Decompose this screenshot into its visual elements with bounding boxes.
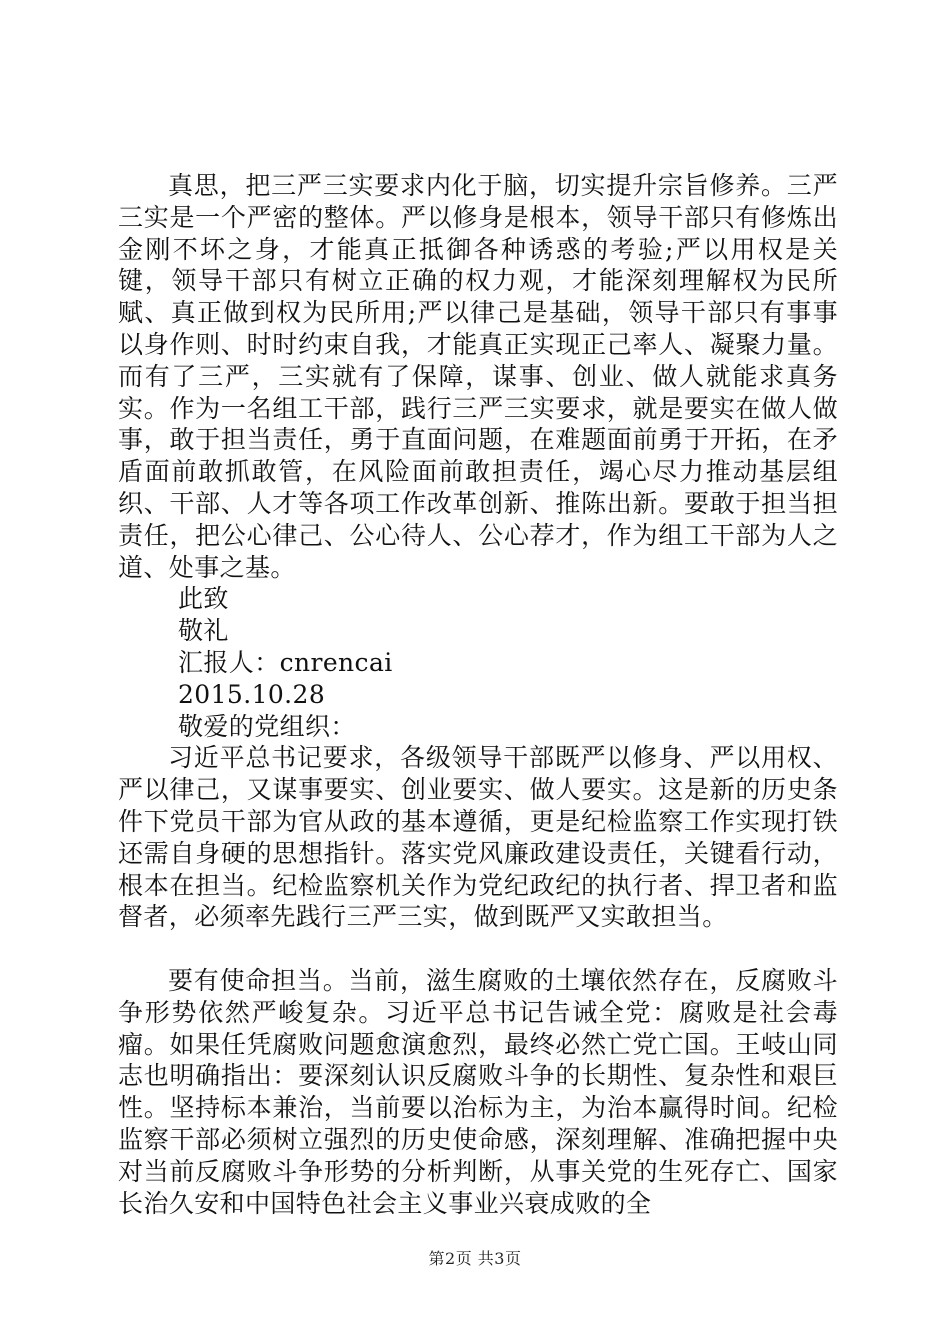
salute-line: 敬礼: [178, 616, 229, 646]
document-body: [118, 170, 838, 1219]
date-line: 2015.10.28: [178, 679, 326, 709]
paragraph-gap: [118, 933, 838, 965]
page-number-footer: 第2页 共3页: [428, 1249, 522, 1268]
reporter-line: 汇报人：cnrencai: [178, 647, 393, 677]
closing-line: 此致: [178, 584, 229, 614]
greeting-line: 敬爱的党组织：: [178, 711, 356, 741]
paragraph-3: 要有使命担当。当前，滋生腐败的土壤依然存在，反腐败斗争形势依然严峻复杂。习近平总书记告诫全党：腐败是社会毒瘤。如果任凭腐败问题愈演愈烈，最终必然亡党亡国。王岐山同志也明确指出：要深刻认识反腐败斗争的长期性、复杂性和艰巨性。坚持标本兼治，当前要以治标为主，为治本赢得时间。纪检监察干部必须树立强烈的历史使命感，深刻理解、准确把握中央对当前反腐败斗争形势的分析判断，从事关党的生死存亡、国家长治久安和中国特色社会主义事业兴衰成败的全: [118, 965, 838, 1218]
paragraph-1: 真思，把三严三实要求内化于脑，切实提升宗旨修养。三严三实是一个严密的整体。严以修身是根本，领导干部只有修炼出金刚不坏之身，才能真正抵御各种诱惑的考验;严以用权是关键，领导干部只有树立正确的权力观，才能深刻理解权为民所赋、真正做到权为民所用;严以律己是基础，领导干部只有事事以身作则、时时约束自我，才能真正实现正己率人、凝聚力量。而有了三严，三实就有了保障，谋事、创业、做人就能求真务实。作为一名组工干部，践行三严三实要求，就是要实在做人做事，敢于担当责任，勇于直面问题，在难题面前勇于开拓，在矛盾面前敢抓敢管，在风险面前敢担责任，竭心尽力推动基层组织、干部、人才等各项工作改革创新、推陈出新。要敢于担当担责任，把公心律己、公心待人、公心荐才，作为组工干部为人之道、处事之基。: [118, 171, 838, 582]
paragraph-2: 习近平总书记要求，各级领导干部既严以修身、严以用权、严以律己，又谋事要实、创业要实、做人要实。这是新的历史条件下党员干部为官从政的基本遵循，更是纪检监察工作实现打铁还需自身硬的思想指针。落实党风廉政建设责任，关键看行动，根本在担当。纪检监察机关作为党纪政纪的执行者、捍卫者和监督者，必须率先践行三严三实，做到既严又实敢担当。: [118, 743, 838, 932]
